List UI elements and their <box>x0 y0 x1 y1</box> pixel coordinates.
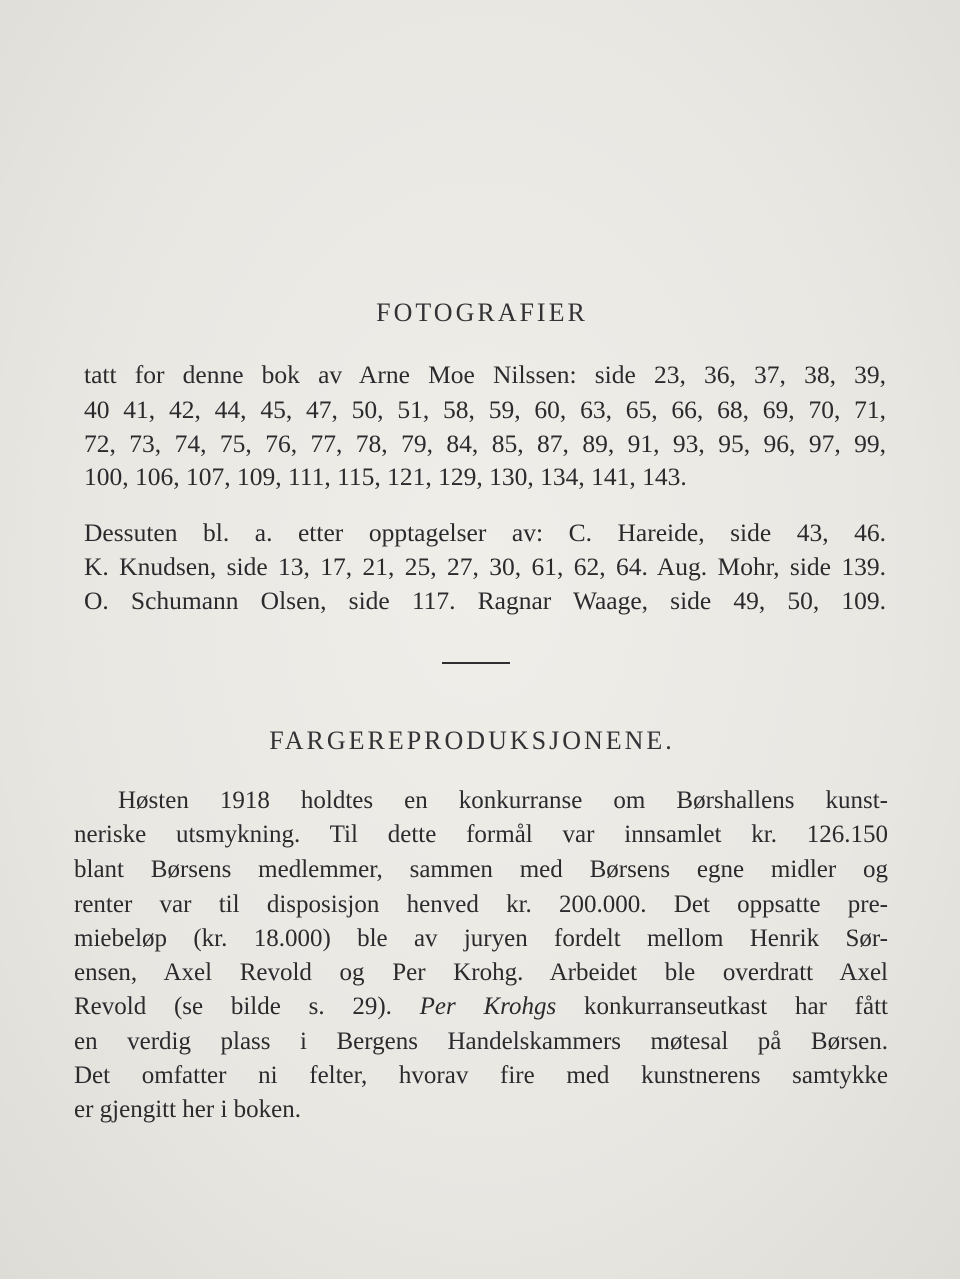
text-line: Høsten 1918 holdtes en konkurranse om Børshallens kunst- <box>118 787 888 814</box>
text-line: 40 41, 42, 44, 45, 47, 50, 51, 58, 59, 60, 63, 65, 66, 68, 69, 70, 71, <box>84 395 886 424</box>
text-line: K. Knudsen, side 13, 17, 21, 25, 27, 30, 61, 62, 64. Aug. Mohr, side 139. <box>84 552 886 581</box>
text-line: renter var til disposisjon henved kr. 200.000. Det oppsatte pre- <box>74 891 888 918</box>
text-line: 72, 73, 74, 75, 76, 77, 78, 79, 84, 85, 87, 89, 91, 93, 95, 96, 97, 99, <box>84 429 886 458</box>
text-line: er gjengitt her i boken. <box>74 1096 302 1123</box>
section-heading-fargereproduksjonene: FARGEREPRODUKSJONENE. <box>269 726 675 755</box>
text-line: tatt for denne bok av Arne Moe Nilssen: side 23, 36, 37, 38, 39, <box>84 360 886 389</box>
text-line: Det omfatter ni felter, hvorav fire med kunstnerens samtykke <box>74 1062 888 1089</box>
text-line: O. Schumann Olsen, side 117. Ragnar Waage, side 49, 50, 109. <box>84 586 886 615</box>
text-line: miebeløp (kr. 18.000) ble av juryen fordelt mellom Henrik Sør- <box>74 925 888 952</box>
text-line: neriske utsmykning. Til dette formål var innsamlet kr. 126.150 <box>74 821 888 848</box>
text-line-mixed <box>74 990 888 1024</box>
text-line: ensen, Axel Revold og Per Krohg. Arbeidet ble overdratt Axel <box>74 959 888 986</box>
text-line: blant Børsens medlemmer, sammen med Børsens egne midler og <box>74 856 888 883</box>
text-segment: konkurranseutkast har fått <box>583 993 888 1020</box>
text-line: Dessuten bl. a. etter opptagelser av: C. Hareide, side 43, 46. <box>84 518 886 547</box>
text-line: 100, 106, 107, 109, 111, 115, 121, 129, 130, 134, 141, 143. <box>84 462 687 491</box>
section-heading-fotografier: FOTOGRAFIER <box>376 298 588 327</box>
section-divider <box>442 662 510 664</box>
text-segment: Revold (se bilde s. 29). <box>74 993 392 1020</box>
italic-name: Per Krohgs <box>419 993 557 1020</box>
text-line: en verdig plass i Bergens Handelskammers møtesal på Børsen. <box>74 1028 888 1055</box>
